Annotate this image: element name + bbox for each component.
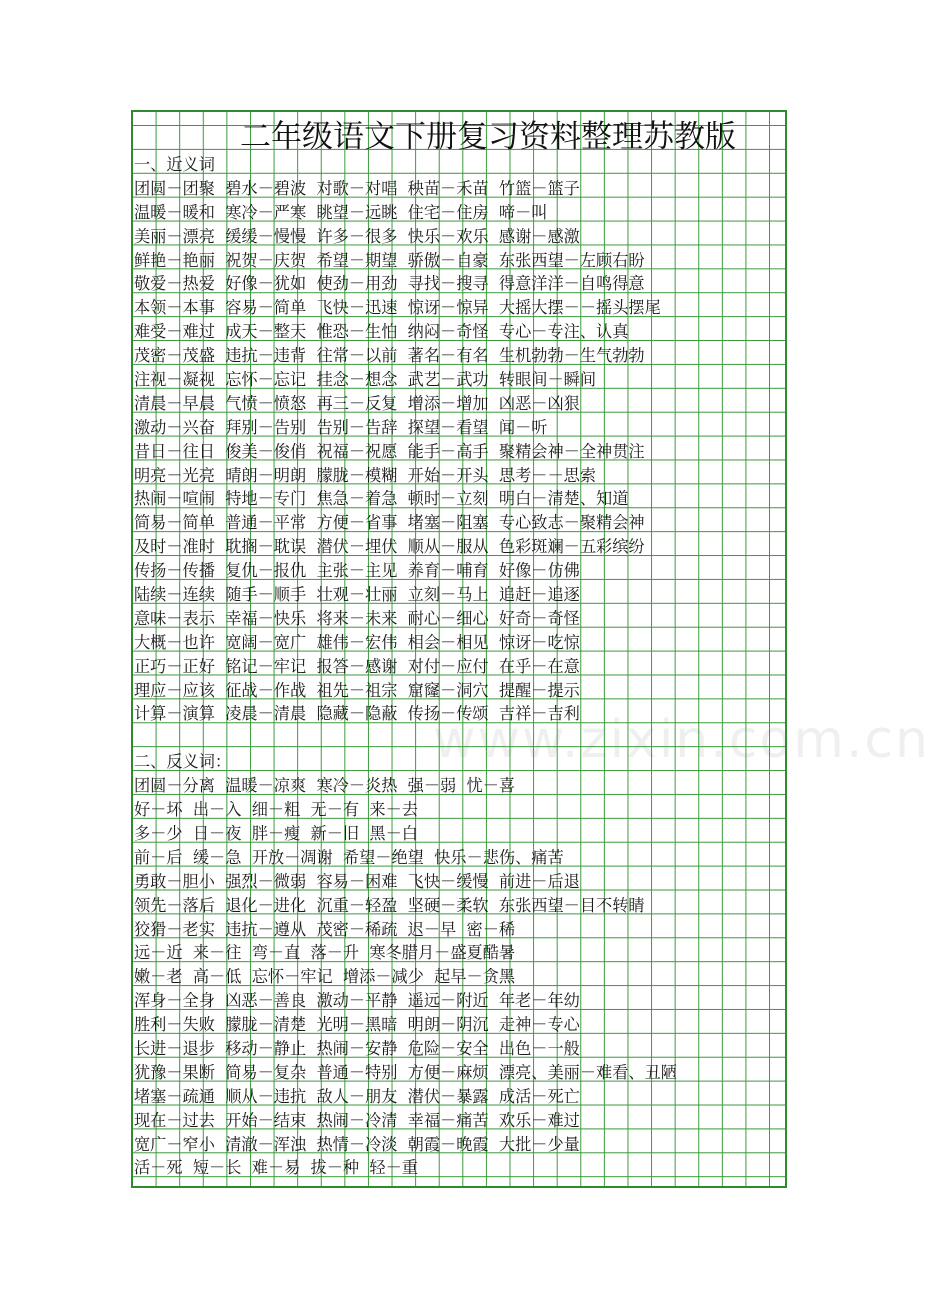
antonym-line: 团圆－分离 温暖－凉爽 寒冷－炎热 强－弱 忧－喜 (134, 776, 516, 796)
synonym-line: 及时－准时 耽搁－耽误 潜伏－埋伏 顺从－服从 色彩斑斓－五彩缤纷 (134, 537, 645, 557)
document-title: 二年级语文下册复习资料整理苏教版 (240, 119, 736, 155)
synonym-line: 传扬－传播 复仇－报仇 主张－主见 养育－哺育 好像－仿佛 (134, 561, 580, 581)
synonym-line: 大概－也许 宽阔－宽广 雄伟－宏伟 相会－相见 惊讶－吃惊 (134, 632, 580, 652)
synonym-line: 激动－兴奋 拜别－告别 告别－告辞 探望－看望 闻－听 (134, 417, 548, 437)
synonym-line: 正巧－正好 铭记－牢记 报答－感谢 对付－应付 在乎－在意 (134, 656, 580, 676)
synonym-line: 明亮－光亮 晴朗－明朗 朦胧－模糊 开始－开头 思考－－思索 (134, 465, 597, 485)
antonym-line: 胜利－失败 朦胧－清楚 光明－黑暗 明朗－阴沉 走神－专心 (134, 1015, 580, 1035)
synonym-line: 简易－简单 普通－平常 方便－省事 堵塞－阻塞 专心致志－聚精会神 (134, 513, 645, 533)
antonym-line: 堵塞－疏通 顺从－违抗 敌人－朋友 潜伏－暴露 成活－死亡 (134, 1086, 580, 1106)
synonym-line: 理应－应该 征战－作战 祖先－祖宗 窟窿－洞穴 提醒－提示 (134, 680, 580, 700)
synonym-line: 难受－难过 成天－整天 惟恐－生怕 纳闷－奇怪 专心－专注、认真 (134, 322, 629, 342)
antonym-line: 领先－落后 退化－进化 沉重－轻盈 坚硬－柔软 东张西望－目不转睛 (134, 895, 645, 915)
synonym-line: 团圆－团聚 碧水－碧波 对歌－对唱 秧苗－禾苗 竹篮－篮子 (134, 178, 580, 198)
antonym-line: 好－坏 出－入 细－粗 无－有 来－去 (134, 800, 418, 820)
synonym-line: 计算－演算 凌晨－清晨 隐藏－隐蔽 传扬－传颂 吉祥－吉利 (134, 704, 580, 724)
antonym-line: 多－少 日－夜 胖－瘦 新－旧 黑－白 (134, 823, 418, 843)
synonym-line: 本领－本事 容易－简单 飞快－迅速 惊讶－惊异 大摇大摆－－摇头摆尾 (134, 298, 661, 318)
antonym-line: 嫩－老 高－低 忘怀－牢记 增添－减少 起早－贪黑 (134, 967, 516, 987)
synonym-line: 清晨－早晨 气愤－愤怒 再三－反复 增添－增加 凶恶－凶狠 (134, 393, 580, 413)
synonym-line: 意味－表示 幸福－快乐 将来－未来 耐心－细心 好奇－奇怪 (134, 608, 580, 628)
document-page (131, 110, 930, 1188)
antonym-line: 现在－过去 开始－结束 热闹－冷清 幸福－痛苦 欢乐－难过 (134, 1110, 580, 1130)
synonym-line: 陆续－连续 随手－顺手 壮观－壮丽 立刻－马上 追赶－追逐 (134, 585, 580, 605)
synonym-list (134, 177, 785, 726)
section-heading-synonyms: 一、近义词 (134, 155, 215, 174)
synonym-line: 热闹－喧闹 特地－专门 焦急－着急 顿时－立刻 明白－清楚、知道 (134, 489, 629, 509)
synonym-line: 茂密－茂盛 违抗－违背 往常－以前 著名－有名 生机勃勃－生气勃勃 (134, 346, 645, 366)
antonym-line: 前－后 缓－急 开放－凋谢 希望－绝望 快乐－悲伤、痛苦 (134, 847, 564, 867)
synonym-line: 美丽－漂亮 缓缓－慢慢 许多－很多 快乐－欢乐 感谢－感激 (134, 226, 580, 246)
antonym-line: 犹豫－果断 简易－复杂 普通－特别 方便－麻烦 漂亮、美丽－难看、丑陋 (134, 1062, 677, 1082)
synonym-line: 敬爱－热爱 好像－犹如 使劲－用劲 寻找－搜寻 得意洋洋－自鸣得意 (134, 274, 645, 294)
antonym-line: 远－近 来－往 弯－直 落－升 寒冬腊月－盛夏酷暑 (134, 943, 516, 963)
synonym-line: 温暖－暖和 寒冷－严寒 眺望－远眺 住宅－住房 啼－叫 (134, 202, 548, 222)
antonym-line: 长进－退步 移动－静止 热闹－安静 危险－安全 出色－一般 (134, 1038, 580, 1058)
section-heading-antonyms: 二、反义词： (134, 752, 232, 772)
antonym-line: 活－死 短－长 难－易 拔－种 轻－重 (134, 1158, 418, 1178)
antonym-line: 狡猾－老实 违抗－遵从 茂密－稀疏 迟－早 密－稀 (134, 919, 516, 939)
blank-line (134, 726, 785, 750)
antonym-list (134, 774, 785, 1180)
synonym-line: 鲜艳－艳丽 祝贺－庆贺 希望－期望 骄傲－自豪 东张西望－左顾右盼 (134, 250, 645, 270)
synonym-line: 注视－凝视 忘怀－忘记 挂念－想念 武艺－武功 转眼间－瞬间 (134, 370, 597, 390)
antonym-line: 浑身－全身 凶恶－善良 激动－平静 遥远－附近 年老－年幼 (134, 991, 580, 1011)
antonym-line: 勇敢－胆小 强烈－微弱 容易－困难 飞快－缓慢 前进－后退 (134, 871, 580, 891)
antonym-line: 宽广－窄小 清澈－浑浊 热情－冷淡 朝霞－晚霞 大批－少量 (134, 1134, 580, 1154)
watermark: www.zixin.com.cn (433, 710, 930, 770)
synonym-line: 昔日－往日 俊美－俊俏 祝福－祝愿 能手－高手 聚精会神－全神贯注 (134, 441, 645, 461)
document-content (134, 153, 785, 1180)
